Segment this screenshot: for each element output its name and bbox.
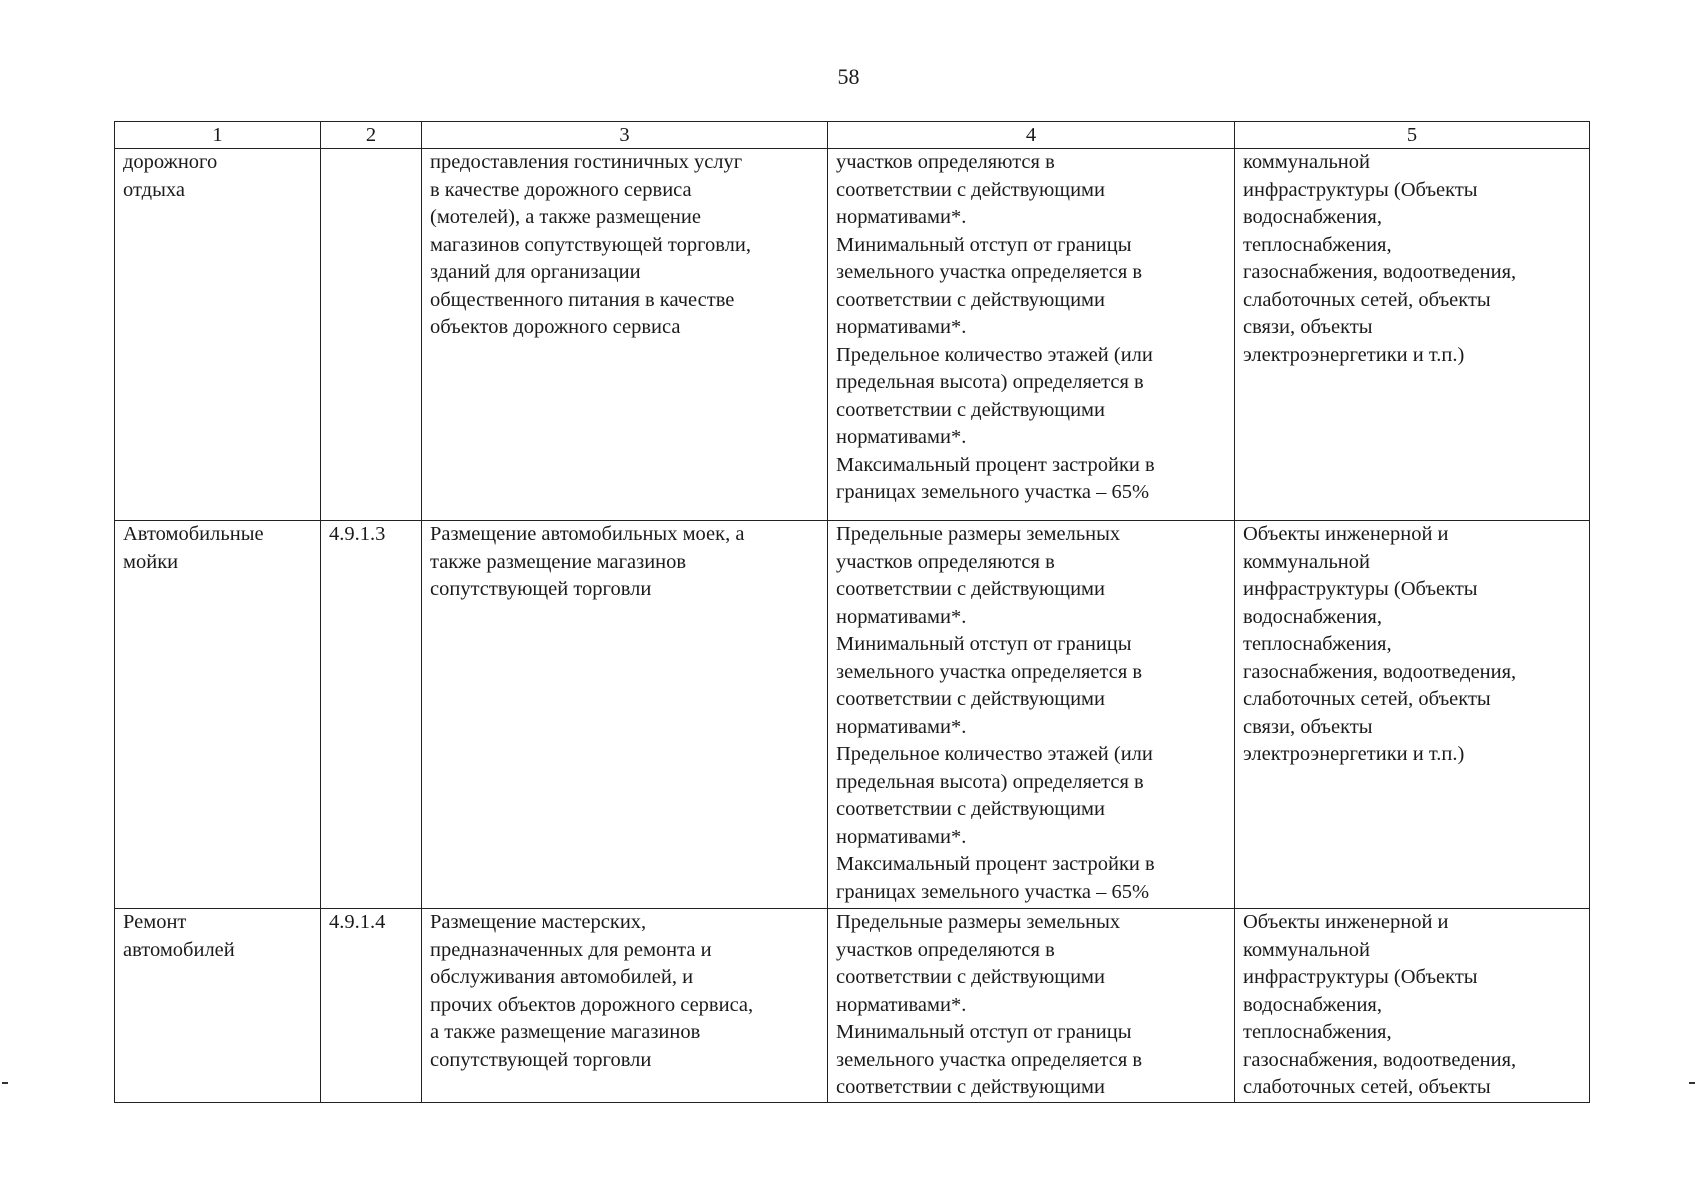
scan-edge-mark — [1689, 1082, 1695, 1084]
column-header-5: 5 — [1235, 122, 1590, 149]
parameters-cell — [828, 521, 1235, 909]
description-cell — [422, 909, 828, 1103]
description-cell — [422, 149, 828, 521]
description-text: предоставления гостиничных услуг в качестве дорожного сервиса (мотелей), а также размещение магазинов сопутствующей торговли, зданий для организации общественного питания в качестве объектов дорожного сервиса — [430, 151, 751, 338]
use-type-text: дорожного отдыха — [123, 151, 218, 201]
use-type-cell — [115, 909, 321, 1103]
description-text: Размещение автомобильных моек, а также размещение магазинов сопутствующей торговли — [430, 523, 745, 600]
column-header-3: 3 — [422, 122, 828, 149]
auxiliary-uses-text: Объекты инженерной и коммунальной инфраструктуры (Объекты водоснабжения, теплоснабжения, газоснабжения, водоотведения, слаботочных сетей, объекты — [1243, 911, 1517, 1098]
auxiliary-uses-cell — [1235, 149, 1590, 521]
parameters-text: Предельные размеры земельных участков определяются в соответствии с действующими нормативами*. Минимальный отступ от границы земельного участка определяется в соответствии с действующими нормативами*. Предельное количество этажей (или предельная высота) определяется в соответствии с действующими нормативами*. Максимальный процент застройки в границах земельного участка – 65% — [836, 523, 1155, 903]
code-text: 4.9.1.3 — [329, 523, 386, 545]
table-row — [115, 909, 1590, 1103]
code-cell — [321, 521, 422, 909]
scan-edge-mark — [2, 1082, 8, 1084]
use-type-cell — [115, 149, 321, 521]
parameters-text: Предельные размеры земельных участков определяются в соответствии с действующими нормативами*. Минимальный отступ от границы земельного участка определяется в соответствии с действующими — [836, 911, 1143, 1098]
use-type-text: Автомобильные мойки — [123, 523, 264, 573]
parameters-cell — [828, 909, 1235, 1103]
auxiliary-uses-text: коммунальной инфраструктуры (Объекты водоснабжения, теплоснабжения, газоснабжения, водоотведения, слаботочных сетей, объекты связи, объекты электроэнергетики и т.п.) — [1243, 151, 1517, 366]
description-cell — [422, 521, 828, 909]
table-row — [115, 149, 1590, 521]
page-number: 58 — [837, 64, 860, 89]
parameters-cell — [828, 149, 1235, 521]
code-cell — [321, 909, 422, 1103]
auxiliary-uses-cell — [1235, 521, 1590, 909]
table-row — [115, 521, 1590, 909]
column-header-2: 2 — [321, 122, 422, 149]
land-use-table — [114, 121, 1590, 1103]
code-text: 4.9.1.4 — [329, 911, 386, 933]
use-type-cell — [115, 521, 321, 909]
auxiliary-uses-text: Объекты инженерной и коммунальной инфраструктуры (Объекты водоснабжения, теплоснабжения, газоснабжения, водоотведения, слаботочных сетей, объекты связи, объекты электроэнергетики и т.п.) — [1243, 523, 1517, 765]
code-cell — [321, 149, 422, 521]
parameters-text: участков определяются в соответствии с действующими нормативами*. Минимальный отступ от границы земельного участка определяется в соответствии с действующими нормативами*. Предельное количество этажей (или предельная высота) определяется в соответствии с действующими нормативами*. Максимальный процент застройки в границах земельного участка – 65% — [836, 151, 1155, 503]
column-header-1: 1 — [115, 122, 321, 149]
use-type-text: Ремонт автомобилей — [123, 911, 235, 961]
table-header-row — [115, 122, 1590, 149]
column-header-4: 4 — [828, 122, 1235, 149]
auxiliary-uses-cell — [1235, 909, 1590, 1103]
description-text: Размещение мастерских, предназначенных для ремонта и обслуживания автомобилей, и прочих объектов дорожного сервиса, а также размещение магазинов сопутствующей торговли — [430, 911, 754, 1071]
